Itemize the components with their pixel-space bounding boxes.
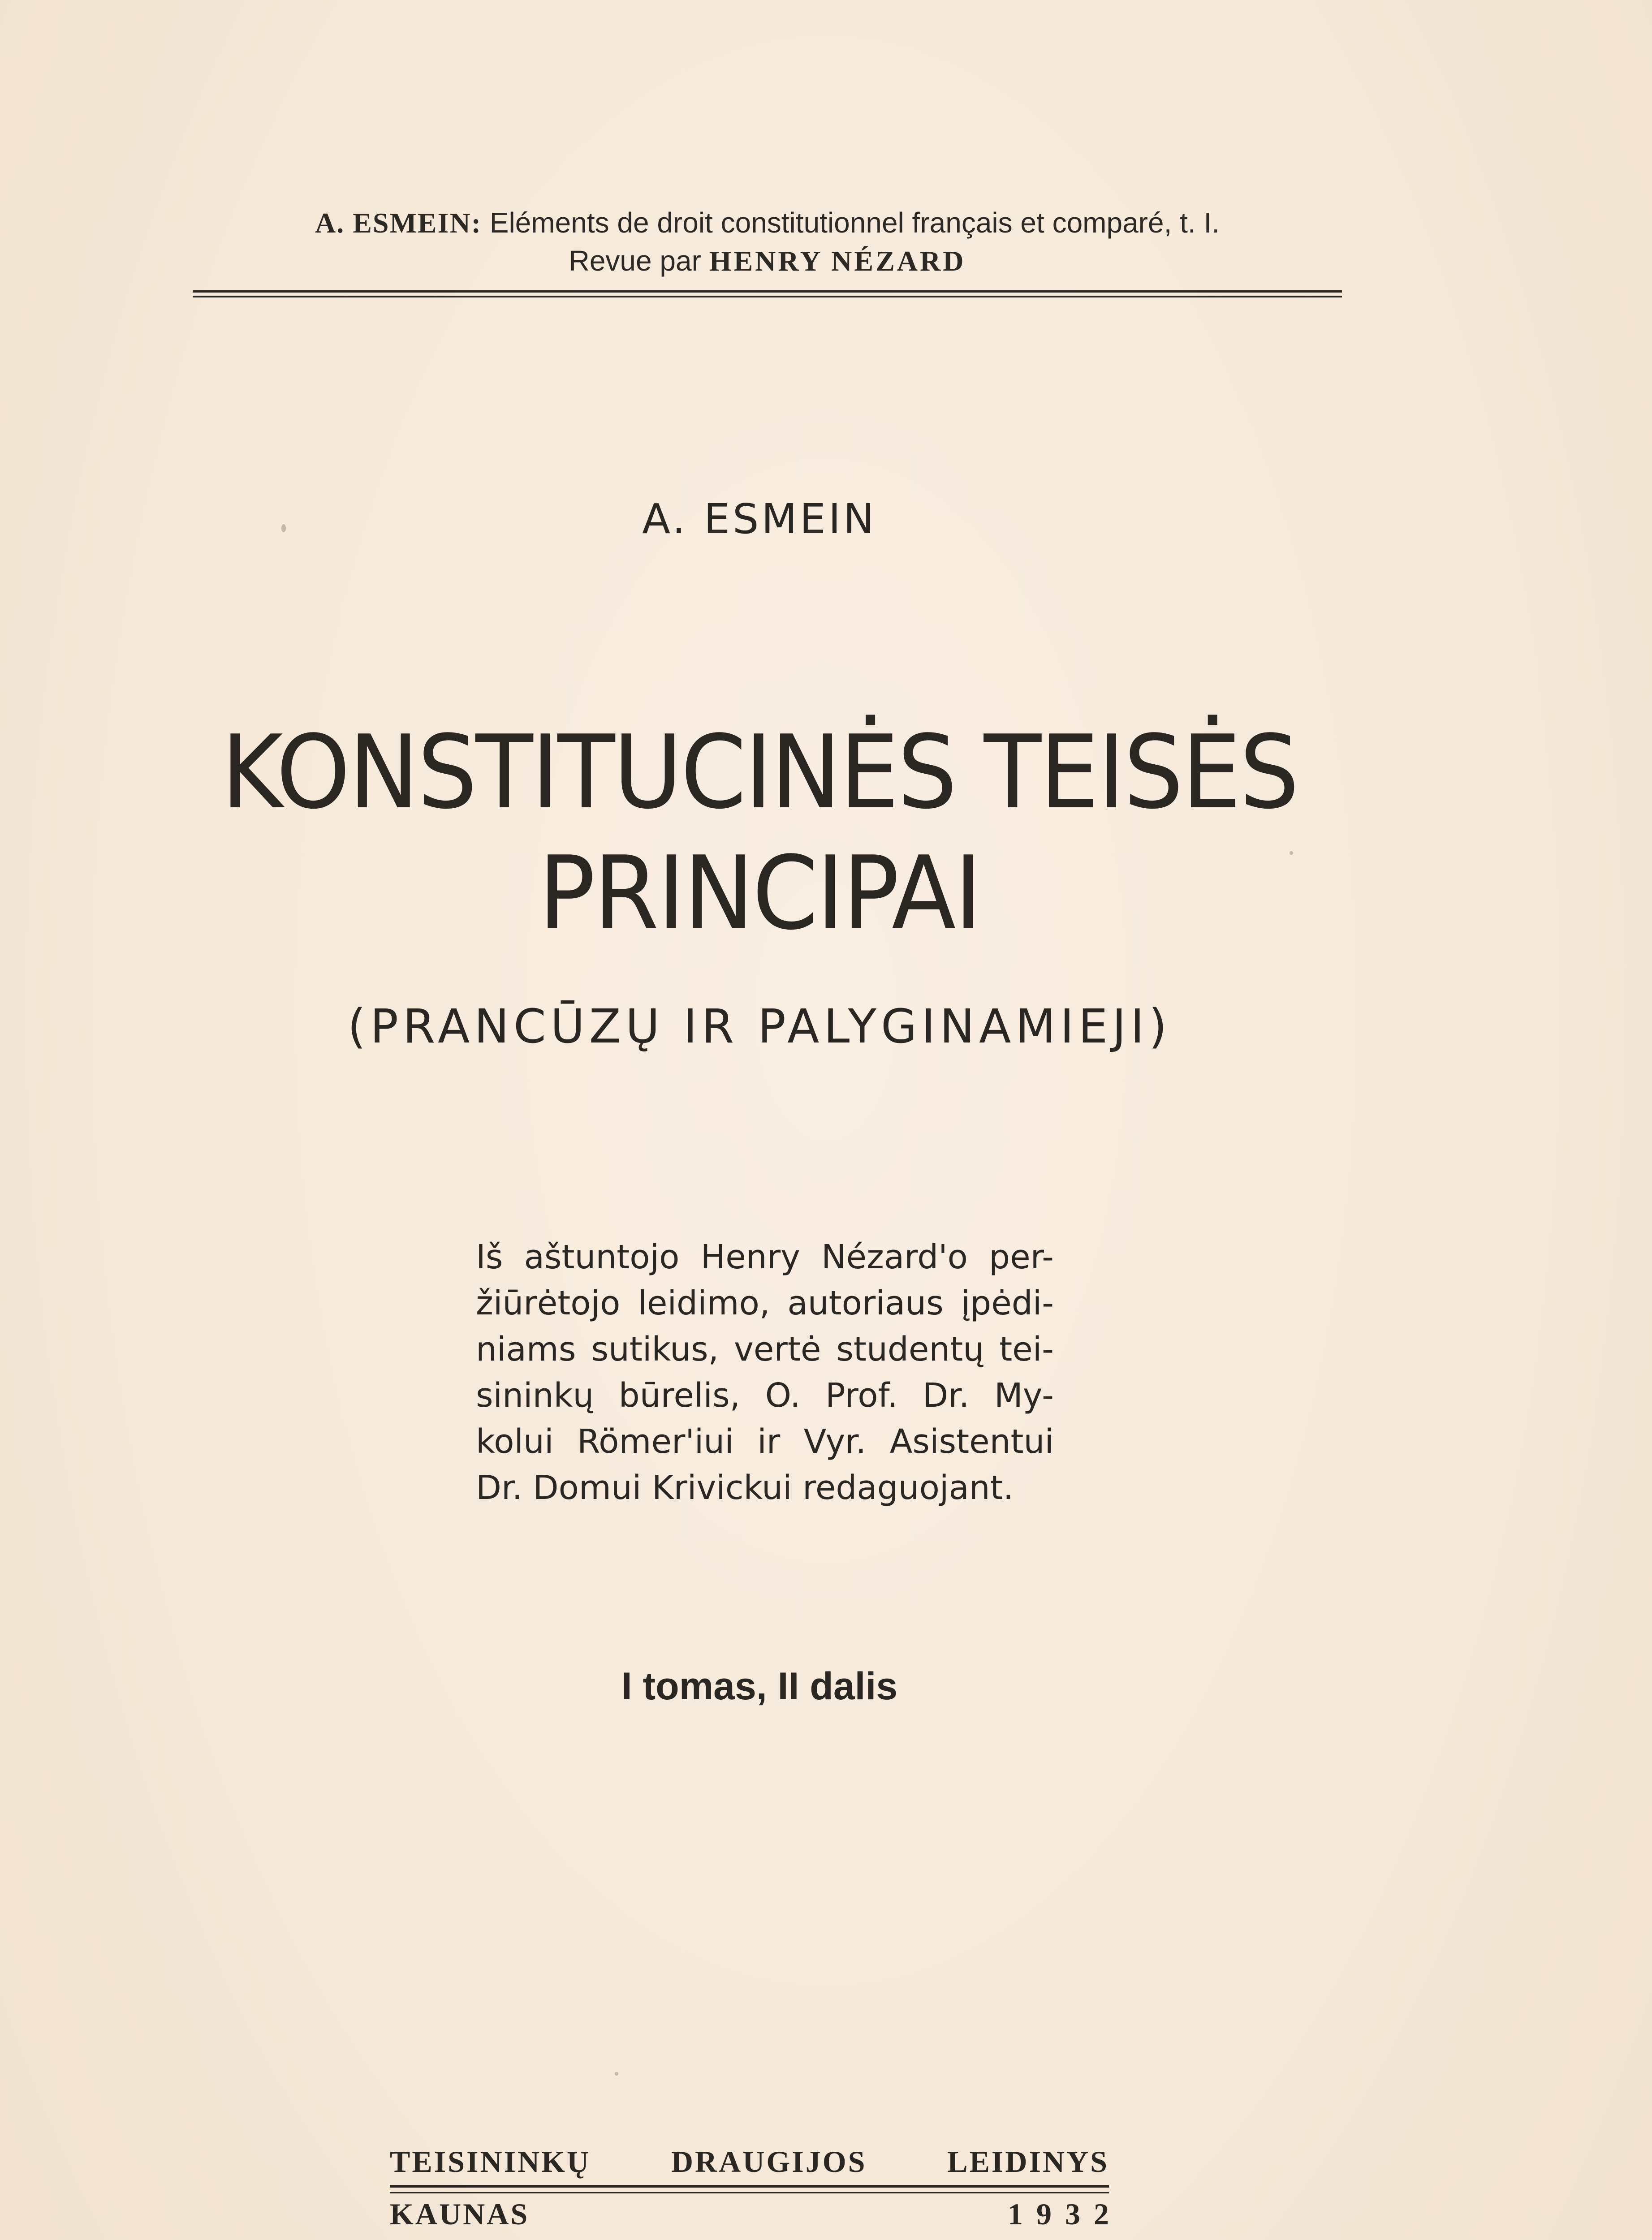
paper-speck bbox=[1290, 851, 1293, 855]
publisher-block bbox=[390, 2144, 1122, 2231]
publisher-name: TEISININKŲ DRAUGIJOS LEIDINYS bbox=[390, 2145, 1109, 2179]
translation-note-line: Dr. Domui Krivickui redaguojant. bbox=[476, 1469, 1014, 1507]
translation-note-line: žiūrėtojo leidimo, autoriaus įpėdi- bbox=[476, 1284, 1054, 1322]
revised-by-line bbox=[193, 242, 1342, 280]
book-title-line-2: PRINCIPAI bbox=[538, 835, 981, 952]
paper-speck bbox=[281, 524, 286, 532]
translation-note-line: sininkų būrelis, O. Prof. Dr. My- bbox=[476, 1376, 1054, 1415]
book-title bbox=[53, 712, 1466, 954]
author-name: A. ESMEIN bbox=[642, 495, 877, 543]
book-title-line-1: KONSTITUCINĖS TEISĖS bbox=[221, 714, 1298, 831]
publisher-rule-thick bbox=[390, 2185, 1109, 2188]
rule-thin bbox=[193, 296, 1342, 297]
translation-note bbox=[476, 1234, 1054, 1511]
original-work-citation bbox=[193, 204, 1342, 280]
book-subtitle: (PRANCŪZŲ IR PALYGINAMIEJI) bbox=[347, 999, 1172, 1054]
original-work-title: Eléments de droit constitutionnel français et comparé, t. I. bbox=[482, 207, 1220, 239]
publication-year: 1932 bbox=[1008, 2197, 1122, 2231]
volume-label: I tomas, II dalis bbox=[621, 1665, 898, 1708]
publisher-rule-thin bbox=[390, 2192, 1109, 2193]
revised-by-name: HENRY NÉZARD bbox=[709, 245, 966, 277]
double-rule-divider bbox=[193, 290, 1342, 299]
rule-thick bbox=[193, 290, 1342, 293]
translation-note-line: kolui Römer'iui ir Vyr. Asistentui bbox=[476, 1422, 1054, 1461]
original-author-label: A. ESMEIN: bbox=[315, 207, 482, 239]
translation-note-line: niams sutikus, vertė studentų tei- bbox=[476, 1330, 1054, 1369]
original-work-line bbox=[193, 204, 1342, 242]
paper-speck bbox=[615, 2072, 618, 2076]
publisher-imprint bbox=[390, 2197, 1122, 2231]
revised-by-prefix: Revue par bbox=[569, 245, 709, 277]
publisher-city: KAUNAS bbox=[390, 2197, 530, 2231]
translation-note-line: Iš aštuntojo Henry Nézard'o per- bbox=[476, 1238, 1054, 1276]
